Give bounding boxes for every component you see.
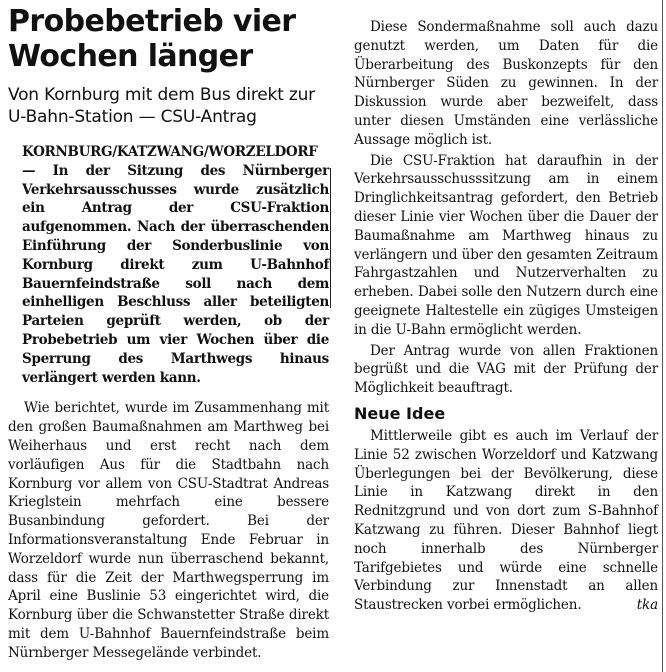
body-paragraph-4: Der Antrag wurde von allen Fraktionen begrüßt und die VAG mit der Prüfung der Möglichkeit beauftragt. <box>354 342 658 397</box>
body-paragraph-2: Diese Sondermaßnahme soll auch dazu genutzt werden, um Daten für die Überarbeitung des Buskonzepts für den Nürnberger Süden zu gewinnen. In der Diskussion wurde aber bezweifelt, dass unter diesen Umständen eine verlässliche Aussage möglich ist. <box>354 19 658 148</box>
left-column <box>8 4 329 663</box>
body-paragraph-5-text: Mittlerweile gibt es auch im Verlauf der Linie 52 zwischen Worzeldorf und Katzwang Überlegungen bei der Bevölkerung, diese Linie in Katzwang direkt in den Rednitzgrund und von dort zum S-Bahnhof Katzwang zu führen. Dieser Bahnhof liegt noch innerhalb des Nürnberger Tarifgebietes und würde eine schnelle Verbindung zur Innenstadt an allen Staustrecken vorbei ermöglichen. <box>354 427 658 614</box>
body-paragraph-3: Die CSU-Fraktion hat daraufhin in der Verkehrsausschusssitzung am in einem Dringlichkeitsantrag gefordert, den Betrieb dieser Linie vier Wochen über die Dauer der Baumaßnahme am Marthweg hinaus zu verlängern und über den gesamten Zeitraum Fahrgastzahlen und Nutzerverhalten zu erheben. Dabei solle den Nutzern durch eine geeignete Haltestelle ein zügiges Umsteigen in die U-Bahn ermöglicht werden. <box>354 152 658 338</box>
lead-margin-rule <box>330 168 331 308</box>
lead-paragraph: KORNBURG/KATZWANG/WORZELDORF — In der Sitzung des Nürnberger Verkehrsausschusses wurde zusätzlich ein Antrag der CSU-Fraktion aufgenommen. Nach der überraschenden Einführung der Sonderbuslinie von Kornburg direkt zum U-Bahnhof Bauernfeindstraße soll nach dem einhelligen Beschluss aller beteiligten Parteien geprüft werden, ob der Probebetrieb um vier Wochen über die Sperrung des Marthwegs hinaus verlängert werden kann. <box>22 144 329 386</box>
section-heading: Neue Idee <box>354 403 446 423</box>
body-paragraph-1: Wie berichtet, wurde im Zusammenhang mit den großen Baumaßnahmen am Marthweg bei Weiherhaus und erst recht nach dem vorläufigen Aus für die Stadtbahn nach Kornburg vor allem von CSU-Stadtrat Andreas Krieglstein mehrfach eine bessere Busanbindung gefordert. Bei der Informationsveranstaltung Ende Februar in Worzeldorf wurde nun überraschend bekannt, dass für die Zeit der Marthwegsperrung im April eine Buslinie 53 eingerichtet wird, die Kornburg über die Schwanstetter Straße direkt mit dem U-Bahnhof Bauernfeindstraße beim Nürnberger Messegelände verbindet. <box>8 400 329 661</box>
subheadline: Von Kornburg mit dem Bus direkt zur U-Bahn-Station — CSU-Antrag <box>8 85 315 127</box>
page-edge-rule <box>662 0 663 672</box>
byline: tka <box>636 597 658 614</box>
body-paragraph-5 <box>354 427 658 615</box>
right-column <box>354 18 658 615</box>
headline: Probebetrieb vier Wochen länger <box>8 4 296 74</box>
